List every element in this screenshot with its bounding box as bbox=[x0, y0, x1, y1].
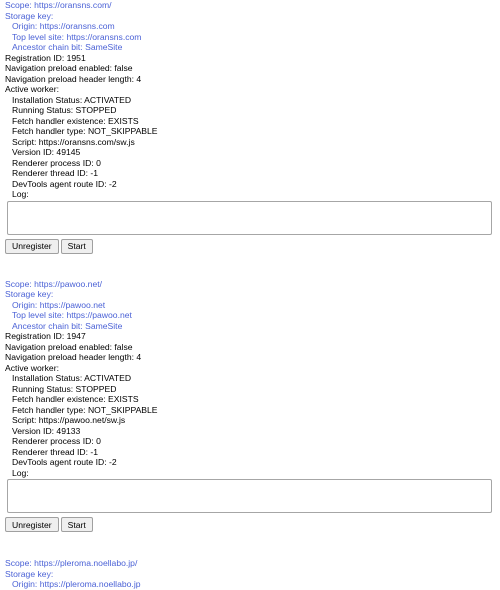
log-textarea[interactable] bbox=[7, 479, 492, 513]
storage-key-details bbox=[5, 579, 500, 590]
installation-status: Installation Status: ACTIVATED bbox=[12, 373, 132, 383]
top-level-site-text: Top level site: https://oransns.com bbox=[12, 31, 142, 42]
version-id: Version ID: 49133 bbox=[12, 425, 81, 436]
running-status: Running Status: STOPPED bbox=[12, 383, 117, 394]
installation-status: Installation Status: ACTIVATED bbox=[12, 94, 132, 105]
storage-key-label: Storage key: bbox=[5, 10, 54, 21]
start-button[interactable]: Start bbox=[61, 517, 93, 532]
nav-preload-header-length: Navigation preload header length: 4 bbox=[5, 352, 142, 362]
active-worker-details bbox=[5, 373, 500, 478]
script-url: Script: https://pawoo.net/sw.js bbox=[12, 415, 126, 425]
devtools-agent-route-id: DevTools agent route ID: -2 bbox=[12, 457, 117, 467]
nav-preload-enabled: Navigation preload enabled: false bbox=[5, 63, 133, 73]
registration-id: Registration ID: 1951 bbox=[5, 52, 86, 63]
nav-preload-header-length: Navigation preload header length: 4 bbox=[5, 73, 142, 84]
entry-spacer bbox=[5, 255, 500, 279]
renderer-thread-id: Renderer thread ID: -1 bbox=[12, 168, 98, 178]
fetch-handler-type: Fetch handler type: NOT_SKIPPABLE bbox=[12, 126, 158, 136]
origin-text: Origin: https://oransns.com bbox=[12, 21, 115, 31]
service-worker-entry bbox=[5, 279, 500, 534]
storage-key-details bbox=[5, 21, 500, 53]
service-worker-entry bbox=[5, 0, 500, 255]
entry-spacer bbox=[5, 533, 500, 558]
active-worker-label: Active worker: bbox=[5, 84, 59, 94]
storage-key-label: Storage key: bbox=[5, 568, 54, 579]
ancestor-chain-text: Ancestor chain bit: SameSite bbox=[12, 42, 123, 52]
storage-key-details bbox=[5, 300, 500, 332]
ancestor-chain-text: Ancestor chain bit: SameSite bbox=[12, 320, 123, 331]
script-url: Script: https://oransns.com/sw.js bbox=[12, 136, 135, 147]
unregister-button[interactable]: Unregister bbox=[5, 239, 59, 254]
fetch-handler-existence: Fetch handler existence: EXISTS bbox=[12, 394, 139, 404]
origin-text: Origin: https://pawoo.net bbox=[12, 299, 106, 310]
scope-link[interactable]: Scope: https://pleroma.noellabo.jp/ bbox=[5, 558, 138, 568]
top-level-site-text: Top level site: https://pawoo.net bbox=[12, 310, 132, 320]
log-textarea[interactable] bbox=[7, 201, 492, 235]
scope-link[interactable]: Scope: https://oransns.com/ bbox=[5, 0, 112, 10]
renderer-process-id: Renderer process ID: 0 bbox=[12, 436, 101, 446]
log-label: Log: bbox=[12, 189, 29, 199]
unregister-button[interactable]: Unregister bbox=[5, 517, 59, 532]
origin-text: Origin: https://pleroma.noellabo.jp bbox=[12, 579, 141, 589]
scope-link[interactable]: Scope: https://pawoo.net/ bbox=[5, 278, 102, 289]
renderer-process-id: Renderer process ID: 0 bbox=[12, 157, 101, 168]
storage-key-label: Storage key: bbox=[5, 289, 54, 299]
registration-id: Registration ID: 1947 bbox=[5, 331, 86, 341]
active-worker-details bbox=[5, 95, 500, 200]
start-button[interactable]: Start bbox=[61, 239, 93, 254]
devtools-agent-route-id: DevTools agent route ID: -2 bbox=[12, 178, 117, 189]
fetch-handler-existence: Fetch handler existence: EXISTS bbox=[12, 115, 139, 126]
worker-actions bbox=[5, 517, 500, 533]
fetch-handler-type: Fetch handler type: NOT_SKIPPABLE bbox=[12, 404, 158, 415]
worker-actions bbox=[5, 239, 500, 255]
service-worker-entry bbox=[5, 558, 500, 590]
active-worker-label: Active worker: bbox=[5, 362, 59, 373]
nav-preload-enabled: Navigation preload enabled: false bbox=[5, 341, 133, 352]
running-status: Running Status: STOPPED bbox=[12, 105, 117, 115]
log-label: Log: bbox=[12, 467, 29, 478]
version-id: Version ID: 49145 bbox=[12, 147, 81, 157]
renderer-thread-id: Renderer thread ID: -1 bbox=[12, 446, 98, 457]
